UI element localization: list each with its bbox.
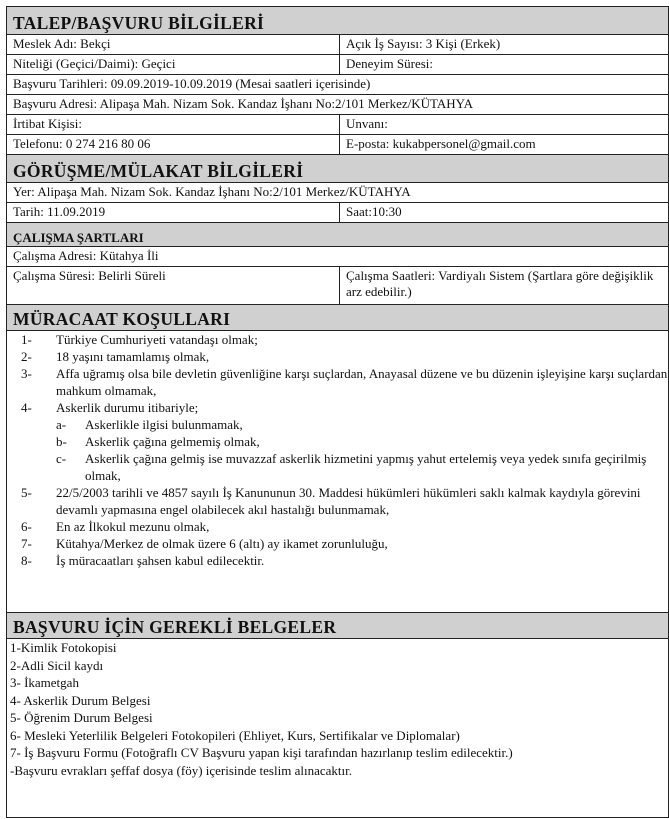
telefonu: Telefonu: 0 274 216 80 06 xyxy=(7,135,340,154)
sub-list-item-text: Askerlikle ilgisi bulunmamak, xyxy=(85,417,243,432)
list-item xyxy=(7,552,668,569)
muracaat-kosullari-box xyxy=(6,330,669,612)
acik-is-sayisi: Açık İş Sayısı: 3 Kişi (Erkek) xyxy=(346,36,501,51)
document-item: 1-Kimlik Fotokopisi xyxy=(10,640,117,655)
calisma-row-2 xyxy=(6,266,669,304)
document-item: 5- Öğrenim Durum Belgesi xyxy=(10,710,153,725)
sub-list-item-text: Askerlik çağına gelmiş ise muvazzaf askerlik hizmetini yapmış yahut ertelemiş veya yedek sınıfa geçirilmiş olmak, xyxy=(85,451,647,483)
calisma-row-1 xyxy=(6,246,669,266)
calisma-suresi: Çalışma Süresi: Belirli Süreli xyxy=(7,267,340,304)
list-item-text: 18 yaşını tamamlamış olmak, xyxy=(56,349,210,364)
irtibat-kisisi: İrtibat Kişisi: xyxy=(7,115,340,134)
section-title-talep: TALEP/BAŞVURU BİLGİLERİ xyxy=(6,6,669,34)
talep-row-5 xyxy=(6,114,669,134)
deneyim-suresi: Deneyim Süresi: xyxy=(346,56,434,71)
list-item-text: Kütahya/Merkez de olmak üzere 6 (altı) ay ikamet zorunluluğu, xyxy=(56,536,388,551)
section-title-muracaat: MÜRACAAT KOŞULLARI xyxy=(6,304,669,330)
document-item: 6- Mesleki Yeterlilik Belgeleri Fotokopileri (Ehliyet, Kurs, Sertifikalar ve Diplomalar) xyxy=(10,727,460,743)
talep-row-6 xyxy=(6,134,669,154)
sub-list-item-letter: b- xyxy=(56,434,67,449)
list-item xyxy=(7,331,668,348)
list-item-text: İş müracaatları şahsen kabul edilecektir. xyxy=(56,553,265,568)
sub-list-item xyxy=(56,450,668,484)
list-item xyxy=(7,535,668,552)
talep-row-4 xyxy=(6,94,669,114)
document-item: 3- İkametgah xyxy=(10,675,79,690)
sub-list-item-text: Askerlik çağına gelmemiş olmak, xyxy=(85,434,260,449)
section-title-calisma: ÇALIŞMA ŞARTLARI xyxy=(6,222,669,246)
gorusme-saati: Saat:10:30 xyxy=(346,204,402,219)
list-item-text: Askerlik durumu itibariyle; xyxy=(56,400,199,415)
gorusme-yeri: Yer: Alipaşa Mah. Nizam Sok. Kandaz İşhanı No:2/101 Merkez/KÜTAHYA xyxy=(13,184,411,199)
basvuru-adresi: Başvuru Adresi: Alipaşa Mah. Nizam Sok. Kandaz İşhanı No:2/101 Merkez/KÜTAHYA xyxy=(13,96,474,111)
unvani: Unvanı: xyxy=(346,116,388,131)
gorusme-row-2 xyxy=(6,202,669,222)
list-item-number: 5- xyxy=(21,485,32,500)
meslek-adi: Meslek Adı: Bekçi xyxy=(7,35,340,54)
talep-row-3 xyxy=(6,74,669,94)
job-posting-document xyxy=(6,6,669,818)
calisma-adresi: Çalışma Adresi: Kütahya İli xyxy=(13,248,159,263)
section-title-gorusme: GÖRÜŞME/MÜLAKAT BİLGİLERİ xyxy=(6,154,669,182)
e-posta[interactable]: E-posta: kukabpersonel@gmail.com xyxy=(346,136,536,151)
list-item-number: 7- xyxy=(21,536,32,551)
list-item xyxy=(7,348,668,365)
basvuru-tarihleri: Başvuru Tarihleri: 09.09.2019-10.09.2019 (Mesai saatleri içerisinde) xyxy=(13,76,371,91)
list-item xyxy=(7,484,668,518)
list-item-text: En az İlkokul mezunu olmak, xyxy=(56,519,210,534)
sub-list-item-letter: c- xyxy=(56,451,67,466)
talep-row-2 xyxy=(6,54,669,74)
sub-list-item xyxy=(56,416,668,433)
muracaat-list xyxy=(7,331,668,569)
list-item-number: 4- xyxy=(21,400,32,415)
list-item-number: 1- xyxy=(21,332,32,347)
list-item-text: 22/5/2003 tarihli ve 4857 sayılı İş Kanununun 30. Maddesi hükümleri hükümleri saklı kalmak kaydıyla görevini devamlı yapmasına engel olabilecek akıl hastalığı bulunmamak, xyxy=(56,485,641,517)
talep-row-1 xyxy=(6,34,669,54)
list-item-number: 2- xyxy=(21,349,32,364)
list-item xyxy=(7,399,668,484)
list-item-number: 6- xyxy=(21,519,32,534)
sub-list-item xyxy=(56,433,668,450)
gorusme-tarihi: Tarih: 11.09.2019 xyxy=(7,203,340,222)
list-item-text: Affa uğramış olsa bile devletin güvenliğine karşı suçlardan, Anayasal düzene ve bu düzenin işleyişine karşı suçlardan mahkum olmamak, xyxy=(56,366,668,398)
gerekli-belgeler-box xyxy=(6,638,669,818)
list-item-number: 3- xyxy=(21,366,32,381)
calisma-saatleri: Çalışma Saatleri: Vardiyalı Sistem (Şartlara göre değişiklik arz edebilir.) xyxy=(346,268,654,299)
list-item xyxy=(7,518,668,535)
document-item: 7- İş Başvuru Formu (Fotoğraflı CV Başvuru yapan kişi tarafından hazırlanıp teslim edilecektir.) xyxy=(10,745,513,760)
askerlik-sublist xyxy=(56,416,668,484)
document-item: -Başvuru evrakları şeffaf dosya (föy) içerisinde teslim alınacaktır. xyxy=(10,762,352,778)
list-item xyxy=(7,365,668,399)
list-item-number: 8- xyxy=(21,553,32,568)
section-title-belgeler: BAŞVURU İÇİN GEREKLİ BELGELER xyxy=(6,612,669,638)
niteligi: Niteliği (Geçici/Daimi): Geçici xyxy=(7,55,340,74)
sub-list-item-letter: a- xyxy=(56,417,67,432)
document-item: 4- Askerlik Durum Belgesi xyxy=(10,692,151,708)
document-item: 2-Adli Sicil kaydı xyxy=(10,657,104,673)
list-item-text: Türkiye Cumhuriyeti vatandaşı olmak; xyxy=(56,332,258,347)
gorusme-row-1 xyxy=(6,182,669,202)
